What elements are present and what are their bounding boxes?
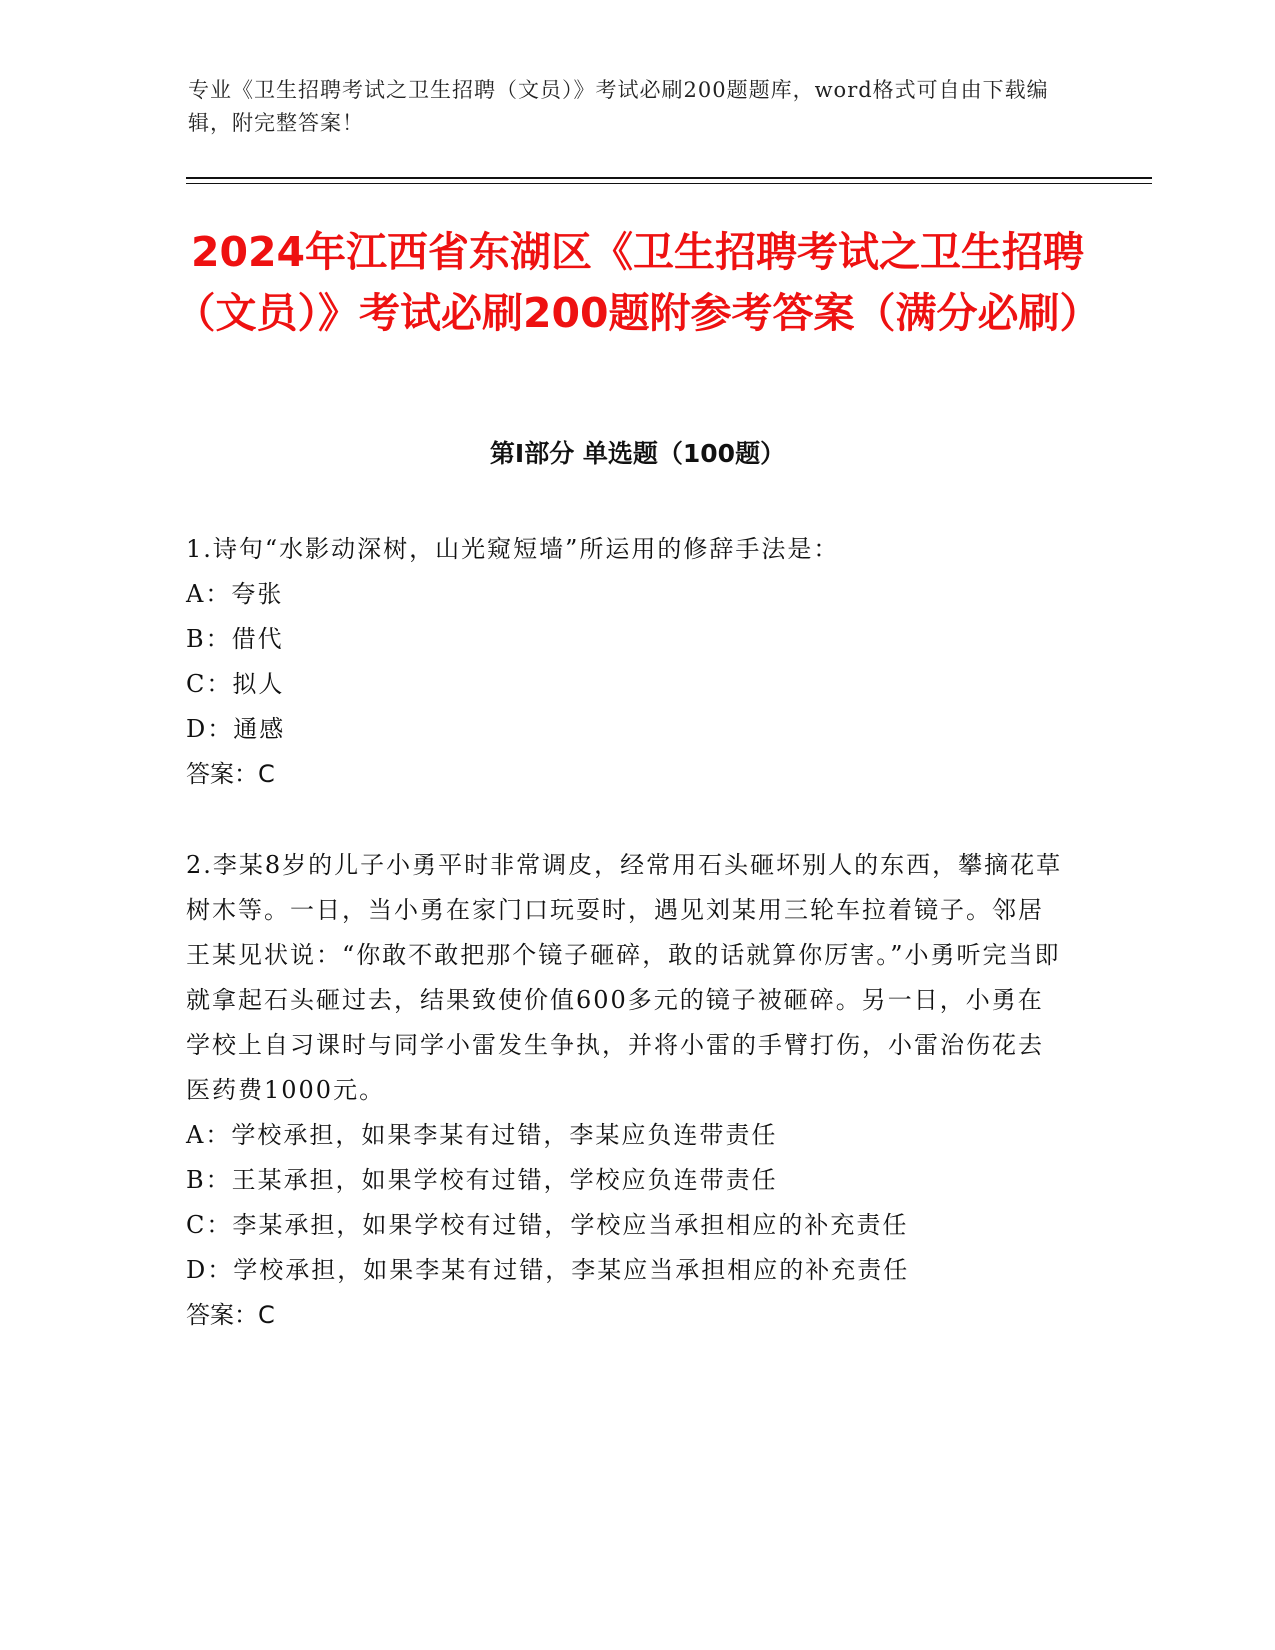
option-a: A：学校承担，如果李某有过错，李某应负连带责任 xyxy=(186,1121,778,1149)
option-d: D：通感 xyxy=(186,715,286,743)
option-b: B：王某承担，如果学校有过错，学校应负连带责任 xyxy=(186,1166,778,1194)
option-b: B：借代 xyxy=(186,625,284,653)
header-note: 专业《卫生招聘考试之卫生招聘（文员）》考试必刷200题题库，word格式可自由下载编辑，附完整答案！ xyxy=(188,78,1049,135)
option-c: C：李某承担，如果学校有过错，学校应当承担相应的补充责任 xyxy=(186,1211,909,1239)
question-1 xyxy=(186,527,1066,797)
header-divider-thin xyxy=(186,183,1152,184)
answer-line: 答案：C xyxy=(186,760,275,788)
option-d: D：学校承担，如果李某有过错，李某应当承担相应的补充责任 xyxy=(186,1256,910,1284)
section-title: 第I部分 单选题（100题） xyxy=(489,439,786,468)
question-stem: 2.李某8岁的儿子小勇平时非常调皮，经常用石头砸坏别人的东西，攀摘花草树木等。一日，当小勇在家门口玩耍时，遇见刘某用三轮车拉着镜子。邻居王某见状说：“你敢不敢把那个镜子砸碎，敢的话就算你厉害。”小勇听完当即就拿起石头砸过去，结果致使价值600多元的镜子被砸碎。另一日，小勇在学校上自习课时与同学小雷发生争执，并将小雷的手臂打伤，小雷治伤花去医药费1000元。 xyxy=(186,851,1063,1104)
question-stem: 1.诗句“水影动深树，山光窥短墙”所运用的修辞手法是： xyxy=(186,535,840,563)
option-a: A：夸张 xyxy=(186,580,284,608)
option-c: C：拟人 xyxy=(186,670,285,698)
document-title: 2024年江西省东湖区《卫生招聘考试之卫生招聘（文员）》考试必刷200题附参考答案（满分必刷） xyxy=(174,228,1101,337)
answer-line: 答案：C xyxy=(186,1301,275,1329)
header-divider-thick xyxy=(186,177,1152,179)
question-2 xyxy=(186,843,1066,1338)
